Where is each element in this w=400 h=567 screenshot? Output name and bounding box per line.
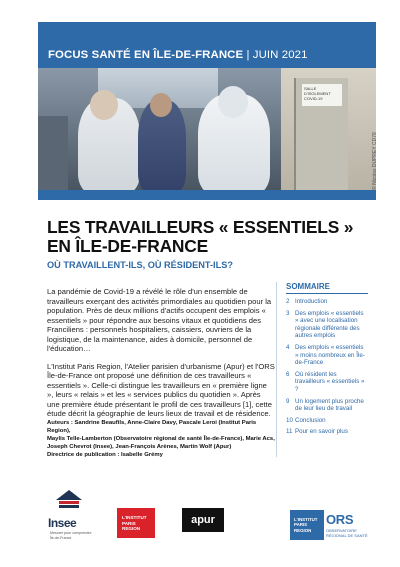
health-worker-2-head	[150, 93, 172, 117]
insee-logo	[48, 490, 90, 542]
header-series: FOCUS SANTÉ EN ÎLE-DE-FRANCE	[48, 49, 244, 61]
toc-page: 10	[286, 416, 293, 424]
insee-tagline: Mesurer pour comprendre Île-de-France	[50, 531, 92, 540]
header-title	[48, 49, 308, 61]
sommaire	[286, 282, 368, 440]
insee-mark-icon	[56, 490, 82, 512]
ors-tagline	[326, 529, 380, 539]
toc-label: Un logement plus proche de leur lieu de travail	[295, 397, 364, 413]
intro-paragraph-1: La pandémie de Covid-19 a révélé le rôle d'un ensemble de travailleurs exerçant des activités primordiales au quotidien pour la population. Près de deux millions d'actifs occupent des emplois « essentiels » pour répondre aux besoins vitaux et quotidiens des Franciliens : personnels hospitaliers, caissiers, ouvriers de la logistique, de la maintenance, aides à domicile, personnel de l'éducation…	[47, 287, 272, 353]
toc-page: 6	[286, 370, 290, 378]
ipr-line-1: L'INSTITUT	[122, 515, 147, 520]
toc-page: 11	[286, 428, 293, 436]
title-line-2: EN ÎLE-DE-FRANCE	[47, 236, 209, 256]
toc-label: Des emplois « essentiels » moins nombreux en Île-de-France	[295, 343, 365, 367]
authors-line-2: Maylis Telle-Lamberton (Observatoire régional de santé Île-de-France), Marie Acs,	[47, 435, 275, 442]
toc-page: 3	[286, 309, 290, 317]
apur-logo: apur	[182, 508, 224, 532]
authors-block	[47, 420, 277, 460]
toc-item[interactable]	[286, 371, 368, 394]
ors-tagline-1: OBSERVATOIRE	[326, 528, 357, 533]
toc-item[interactable]	[286, 310, 368, 340]
authors-line-1: Auteurs : Sandrine Beaufils, Anne-Claire Davy, Pascale Leroi (Institut Paris Region),	[47, 420, 257, 434]
health-worker-1-head	[90, 90, 118, 120]
intro-text	[47, 287, 275, 427]
toc-page: 2	[286, 298, 290, 305]
title-line-1: LES TRAVAILLEURS « ESSENTIELS »	[47, 217, 354, 237]
toc-item[interactable]	[286, 344, 368, 367]
page-title	[47, 218, 353, 256]
header-date: JUIN 2021	[252, 49, 308, 61]
toc-item[interactable]	[286, 428, 368, 436]
publication-director: Directrice de publication : Isabelle Grémy	[47, 451, 163, 458]
intro-paragraph-2: L'Institut Paris Region, l'Atelier parisien d'urbanisme (Apur) et l'ORS Île-de-France ont proposé une définition de ces travailleurs « essentiels ». Celle-ci distingue les travailleurs en « première ligne », leurs « relais » et les « services publics du quotidien ». Après une première étude présentant le profil de ces travailleurs [1], cette étude décrit la géographie de leurs lieux de travail et de résidence.	[47, 361, 275, 418]
toc-label: Des emplois « essentiels » avec une localisation régionale différente des autres emplois	[295, 309, 364, 340]
toc-item[interactable]	[286, 298, 368, 306]
ors-name: ORS	[326, 512, 354, 527]
ors-logo	[326, 512, 376, 542]
ipr-blue-line-1: L'INSTITUT	[294, 517, 318, 522]
page-subtitle: OÙ TRAVAILLENT-ILS, OÙ RÉSIDENT-ILS?	[47, 260, 233, 270]
cover-photo	[38, 68, 376, 190]
authors-line-3: Joseph Chevrot (Insee), Jean-François Arènes, Martin Wolf (Apur)	[47, 443, 232, 450]
sommaire-divider	[276, 282, 277, 457]
photo-credit: © Nicolas DUPREY CD78	[372, 132, 378, 190]
ipr-line-2: PARIS	[122, 520, 136, 526]
door-sign: SALLE D'ISOLEMENT COVID-19	[302, 84, 342, 106]
toc-item[interactable]	[286, 417, 368, 425]
toc-label: Pour en savoir plus	[295, 428, 348, 436]
ors-tagline-2: RÉGIONAL DE SANTÉ	[326, 532, 368, 538]
header-separator: |	[243, 49, 253, 61]
insee-name: Insee	[48, 516, 77, 530]
sommaire-title: SOMMAIRE	[286, 282, 368, 294]
toc-page: 4	[286, 343, 290, 351]
ipr-blue-line-2: PARIS	[294, 522, 308, 528]
ipr-line-3: REGION	[122, 526, 141, 531]
toc-label: Où résident les travailleurs « essentiels » ?	[295, 370, 365, 393]
institut-paris-region-logo-blue	[290, 510, 324, 540]
toc-item[interactable]	[286, 398, 368, 413]
health-worker-3-head	[218, 86, 248, 118]
institut-paris-region-logo	[117, 508, 155, 538]
toc-page: 9	[286, 397, 290, 405]
ipr-blue-line-3: REGION	[294, 527, 312, 533]
photo-shelf	[38, 116, 68, 190]
toc-label: Conclusion	[295, 416, 326, 424]
toc-label: Introduction	[295, 298, 328, 305]
